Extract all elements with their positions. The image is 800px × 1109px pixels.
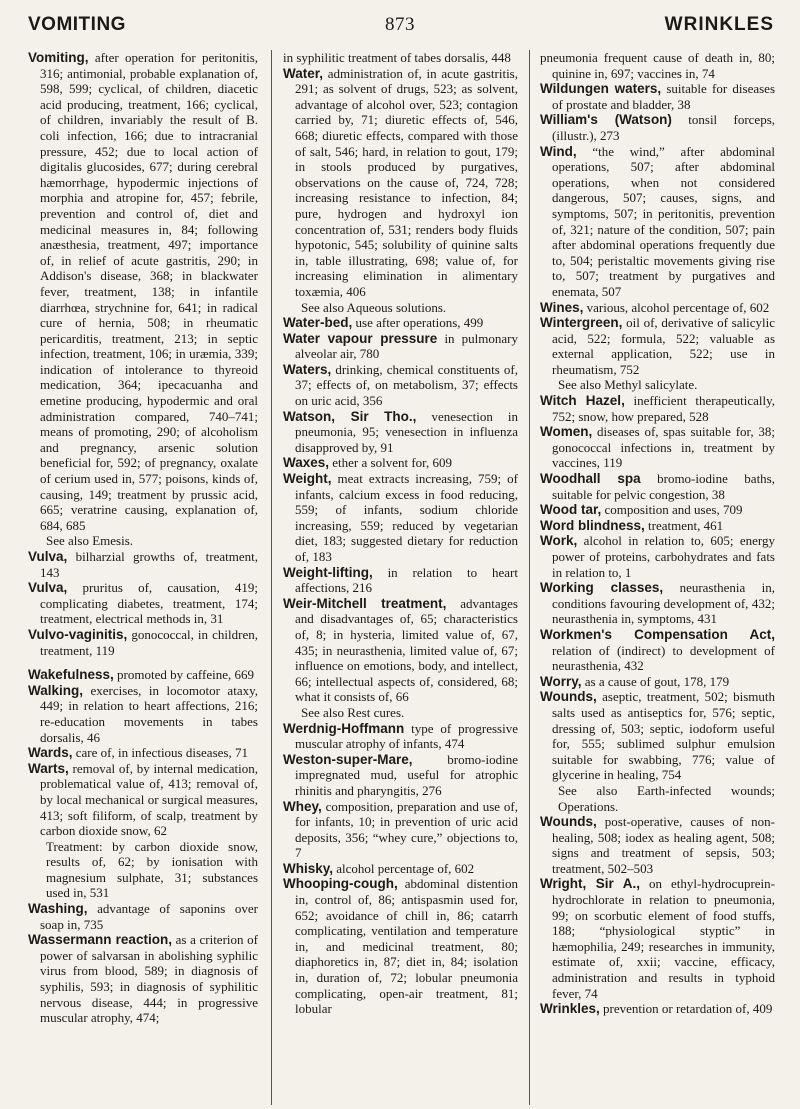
entry-headword: Worry, — [540, 673, 582, 689]
entry-text: neurasthenia in, conditions favouring development of, 432; neurasthenia in, symptoms, 431 — [552, 580, 775, 627]
index-entry — [540, 424, 775, 471]
entry-headword: Watson, Sir Tho., — [283, 408, 417, 424]
index-entry — [540, 814, 775, 876]
entry-headword: Wounds, — [540, 814, 597, 830]
index-entry — [283, 861, 518, 877]
index-entry — [283, 455, 518, 471]
index-entry — [540, 144, 775, 300]
entry-text: bromo-iodine impregnated mud, useful for atrophic rhinitis and pharyngitis, 276 — [295, 751, 518, 798]
entry-text: pneumonia frequent cause of death in, 80; quinine in, 697; vaccines in, 74 — [540, 50, 775, 81]
index-entry — [28, 533, 258, 549]
entry-text: prevention or retardation of, 409 — [599, 1001, 773, 1017]
entry-text: use after operations, 499 — [352, 315, 484, 331]
index-entry — [283, 362, 518, 409]
entry-text: alcohol in relation to, 605; energy power of proteins, carbohydrates and fats in relation to, 1 — [552, 533, 775, 580]
index-column-1 — [28, 50, 258, 1100]
entry-text: advantage of saponins over soap in, 735 — [40, 901, 258, 932]
entry-headword: Water-bed, — [283, 315, 353, 331]
entry-text: bromo-iodine baths, suitable for pelvic congestion, 38 — [552, 471, 775, 502]
entry-text: promoted by caffeine, 669 — [113, 667, 254, 683]
entry-text: venesection in pneumonia, 95; venesection in influenza disapproved by, 91 — [295, 408, 518, 455]
entry-headword: Wintergreen, — [540, 315, 623, 331]
index-entry — [283, 752, 518, 799]
entry-text: abdominal distention in, control of, 86; antispasmin used for, 652; avoidance of chill in, 86; catarrh complicating, ventilation and temperature in, and medicinal treatment, 80; diaphoretics in, 87; diet in, 84; isolation in, duration of, 72; lobular pneumonia complicating, open-air treatment, 81; lobular — [295, 876, 518, 1017]
entry-text: inefficient therapeutically, 752; snow, how prepared, 528 — [552, 393, 775, 424]
entry-text: See also Rest cures. — [301, 704, 405, 720]
entry-headword: Whey, — [283, 798, 322, 814]
index-entry — [28, 745, 258, 761]
entry-headword: Wounds, — [540, 689, 597, 705]
index-entry — [540, 50, 775, 81]
entry-text: removal of, by internal medication, problematical value of, 413; removal of, by local mechanical or surgical measures, 413; soft filiform, of scalp, treatment by carbon dioxide snow, 62 — [40, 760, 258, 839]
index-entry — [283, 799, 518, 861]
index-entry — [540, 783, 775, 814]
index-entry — [540, 627, 775, 674]
index-entry — [283, 50, 518, 66]
index-entry — [283, 596, 518, 705]
index-entry — [540, 81, 775, 112]
entry-text: in relation to heart affections, 216 — [295, 564, 518, 596]
entry-text: tonsil forceps, (illustr.), 273 — [552, 112, 775, 143]
index-entry — [540, 502, 775, 518]
entry-headword: Washing, — [28, 901, 88, 917]
index-entry — [283, 565, 518, 596]
page-number: 873 — [385, 14, 415, 35]
entry-headword: Vulvo-vaginitis, — [28, 626, 128, 642]
entry-text: in pulmonary alveolar air, 780 — [295, 330, 518, 362]
entry-text: See also Earth-infected wounds; Operations. — [558, 782, 775, 814]
index-entry — [28, 627, 258, 658]
entry-text: suitable for diseases of prostate and bladder, 38 — [552, 81, 775, 112]
entry-headword: Wildungen waters, — [540, 81, 662, 97]
column-divider — [271, 50, 272, 1105]
entry-headword: Weir-Mitchell treatment, — [283, 595, 447, 611]
index-entry — [283, 66, 518, 300]
entry-text: type of progressive muscular atrophy of infants, 474 — [295, 720, 518, 752]
entry-text: composition and uses, 709 — [601, 502, 743, 518]
entry-text: relation of (indirect) to development of neurasthenia, 432 — [552, 642, 775, 674]
entry-headword: Werdnig-Hoffmann — [283, 720, 405, 736]
entry-headword: Wind, — [540, 143, 577, 159]
index-entry — [28, 932, 258, 1026]
index-entry — [540, 674, 775, 690]
entry-headword: Wakefulness, — [28, 667, 114, 683]
index-entry — [540, 471, 775, 502]
entry-text: treatment, 461 — [644, 517, 724, 533]
entry-text: administration of, in acute gastritis, 291; as solvent of drugs, 523; as solvent, advantage of alcohol over, 523; contagion carried by, 71; diuretic effects of, 546, 668; diuretic effects, compared with those of salt, 546; hard, in relation to gout, 179; in stools produced by purgatives, observations on the cause of, 724, 728; increasing resistance to infection, 84; pure, hydrogen and hydroxyl ion concentration of, 531; renders body fluids hypotonic, 545; solubility of quinine salts in, table illustrating, 698; value of, for increasing elimination in alimentary toxæmia, 406 — [295, 65, 518, 299]
entry-text: drinking, chemical constituents of, 37; effects of, on metabolism, 37; effects on uric acid, 356 — [295, 361, 518, 409]
entry-headword: Whisky, — [283, 860, 334, 876]
entry-text: diseases of, spas suitable for, 38; gonococcal infections in, treatment by vaccines, 119 — [552, 424, 775, 471]
entry-headword: Weston-super-Mare, — [283, 751, 413, 767]
entry-text: as a criterion of power of salvarsan in abolishing syphilic virus from blood, 589; in diagnosis of syphilis, 593; in diagnosis of syphilitic nervous disease, 444; in progressive muscular atrophy, 474; — [40, 932, 258, 1026]
entry-headword: Weight, — [283, 471, 332, 487]
index-column-3 — [540, 50, 775, 1100]
index-entry — [540, 393, 775, 424]
entry-text: See also Aqueous solutions. — [301, 299, 447, 315]
entry-text: various, alcohol percentage of, 602 — [583, 299, 770, 315]
entry-headword: Wood tar, — [540, 502, 602, 518]
entry-text: ether a solvent for, 609 — [329, 455, 452, 471]
entry-text: composition, preparation and use of, for infants, 10; in prevention of uric acid deposits, 356; “whey cure,” objections to, 7 — [295, 798, 518, 861]
entry-headword: Waxes, — [283, 455, 330, 471]
index-entry — [283, 315, 518, 331]
entry-text: exercises, in locomotor ataxy, 449; in relation to heart affections, 216; re-education movements in tabes dorsalis, 46 — [40, 682, 258, 745]
entry-text: alcohol percentage of, 602 — [333, 860, 475, 876]
index-entry — [283, 705, 518, 721]
index-entry — [540, 533, 775, 580]
entry-headword: Whooping-cough, — [283, 876, 398, 892]
entry-headword: Vomiting, — [28, 50, 89, 65]
index-entry — [283, 409, 518, 456]
entry-headword: William's (Watson) — [540, 112, 672, 128]
running-head-right: WRINKLES — [664, 14, 774, 35]
entry-text: See also Emesis. — [46, 533, 134, 549]
index-column-2 — [283, 50, 518, 1100]
entry-text: in syphilitic treatment of tabes dorsalis, 448 — [283, 50, 511, 65]
entry-text: pruritus of, causation, 419; complicating diabetes, treatment, 174; treatment, electrical methods in, 31 — [40, 580, 258, 627]
index-entry — [28, 761, 258, 839]
entry-headword: Women, — [540, 424, 593, 440]
index-entry — [283, 471, 518, 565]
index-entry — [540, 518, 775, 534]
entry-headword: Water vapour pressure — [283, 330, 438, 346]
index-entry — [28, 50, 258, 533]
entry-text: care of, in infectious diseases, 71 — [72, 745, 248, 761]
entry-headword: Wassermann reaction, — [28, 932, 172, 948]
entry-text: as a cause of gout, 178, 179 — [581, 673, 730, 689]
entry-text: on ethyl-hydrocuprein-hydrochlorate in relation to pneumonia, 99; on scorbutic element of food stuffs, 188; “physiological styptic” in hæmophilia, 249; researches in immunity, estimate of, xxii; vaccine, efficacy, administration and results in typhoid fever, 74 — [552, 876, 775, 1001]
index-entry — [28, 549, 258, 580]
entry-headword: Water, — [283, 65, 324, 81]
entry-headword: Witch Hazel, — [540, 393, 625, 409]
entry-text: See also Methyl salicylate. — [558, 377, 698, 393]
entry-text: after operation for peritonitis, 316; antimonial, probable explanation of, 598, 599; cyclical, of children, diacetic acid producing, treatment, 166; cyclical, of children, invariably the result of B. coli infection, 166; due to intracranial pressure, 452; due to local action of digitalis glucosides, 677; during cerebral hæmorrhage, hypodermic injections of morphia and atropine for, 457; febrile, prevention and control of, diet and medicinal measures in, 84; following anæsthesia, treatment, 497; importance of, in relief of acute gastritis, 290; in Addison's disease, 368; in blackwater fever, treatment, 138; in infantile diarrhœa, strychnine for, 641; in radical cure of hernia, 508; in rheumatic pericarditis, treatment, 213; in septic infection, treatment, 106; in uræmia, 339; indication of intolerance to thyreoid medication, 364; ipecacuanha and emetine producing, hypodermic and oral administration compared, 740–741; means of promoting, 290; of alcoholism and pregnancy, arsenic solution beneficial for, 592; of pregnancy, oxalate of cerium used in, 577; poisons, kinds of, causing, 149; treatment by prussic acid, 665; veratrine causing, explanation of, 684, 685 — [40, 50, 258, 533]
index-entry — [28, 580, 258, 627]
index-entry — [540, 300, 775, 316]
entry-headword: Vulva, — [28, 580, 68, 596]
entry-headword: Walking, — [28, 682, 84, 698]
entry-text: bilharzial growths of, treatment, 143 — [40, 549, 258, 580]
entry-headword: Work, — [540, 533, 578, 549]
entry-headword: Warts, — [28, 760, 69, 776]
index-entry — [28, 683, 258, 745]
entry-headword: Wards, — [28, 745, 73, 761]
entry-headword: Workmen's Compensation Act, — [540, 626, 775, 642]
entry-text: “the wind,” after abdominal operations, 507; after abdominal operations, when not considered dangerous, 507; causes, signs, and symptoms, 507; in peritonitis, prevention of, 321; nature of the condition, 507; pain after abdominal operations frequently due to, 504; peristaltic movements giving rise to, 507; treatment by purgatives and enemata, 507 — [552, 143, 775, 299]
index-entry — [540, 377, 775, 393]
entry-headword: Weight-lifting, — [283, 564, 373, 580]
index-entry — [540, 112, 775, 143]
entry-text: advantages and disadvantages of, 65; characteristics of, 8; in hysteria, limited value of, 67, 435; in neurasthenia, limited value of, 67; influence on emotions, body, and intellect, 66; intellectual aspects of, considered, 68; what it consists of, 66 — [295, 595, 518, 705]
index-entry — [283, 721, 518, 752]
entry-headword: Woodhall spa — [540, 471, 641, 487]
entry-headword: Wrinkles, — [540, 1001, 600, 1017]
entry-text: gonococcal, in children, treatment, 119 — [40, 626, 258, 658]
index-entry — [540, 876, 775, 1001]
index-entry — [540, 689, 775, 783]
index-entry — [540, 580, 775, 627]
entry-headword: Word blindness, — [540, 517, 645, 533]
column-divider — [529, 50, 530, 1105]
entry-text: aseptic, treatment, 502; bismuth salts used as antiseptics for, 576; septic, dressing of, 503; septic, iodoform useful for, 555; sublimed sulphur emulsion suitable for swabbing, 776; value of glycerine in healing, 754 — [552, 689, 775, 783]
index-entry — [283, 300, 518, 316]
index-entry — [283, 331, 518, 362]
entry-text: meat extracts increasing, 759; of infants, calcium excess in food reducing, 559; of infants, sodium chloride increasing, 559; reduced by vegetarian diet, 183; suggested dietary for reduction of, 183 — [295, 471, 518, 564]
entry-text: post-operative, causes of non-healing, 508; iodex as healing agent, 508; signs and treatment of sepsis, 503; treatment, 502–503 — [552, 814, 775, 876]
index-entry — [540, 315, 775, 377]
entry-headword: Vulva, — [28, 549, 68, 564]
index-entry — [28, 667, 258, 683]
entry-headword: Working classes, — [540, 580, 664, 596]
entry-headword: Wines, — [540, 299, 584, 315]
index-entry — [283, 876, 518, 1016]
running-head-left: VOMITING — [28, 14, 126, 35]
index-entry — [540, 1001, 775, 1017]
entry-text: oil of, derivative of salicylic acid, 522; formula, 522; valuable as external application, 522; use in rheumatism, 752 — [552, 315, 775, 377]
entry-headword: Waters, — [283, 361, 332, 377]
entry-headword: Wright, Sir A., — [540, 876, 641, 892]
entry-text: Treatment: by carbon dioxide snow, results of, 62; by ionisation with magnesium sulphate, 31; substances used in, 531 — [46, 838, 258, 901]
index-entry — [28, 901, 258, 932]
index-entry — [28, 839, 258, 901]
